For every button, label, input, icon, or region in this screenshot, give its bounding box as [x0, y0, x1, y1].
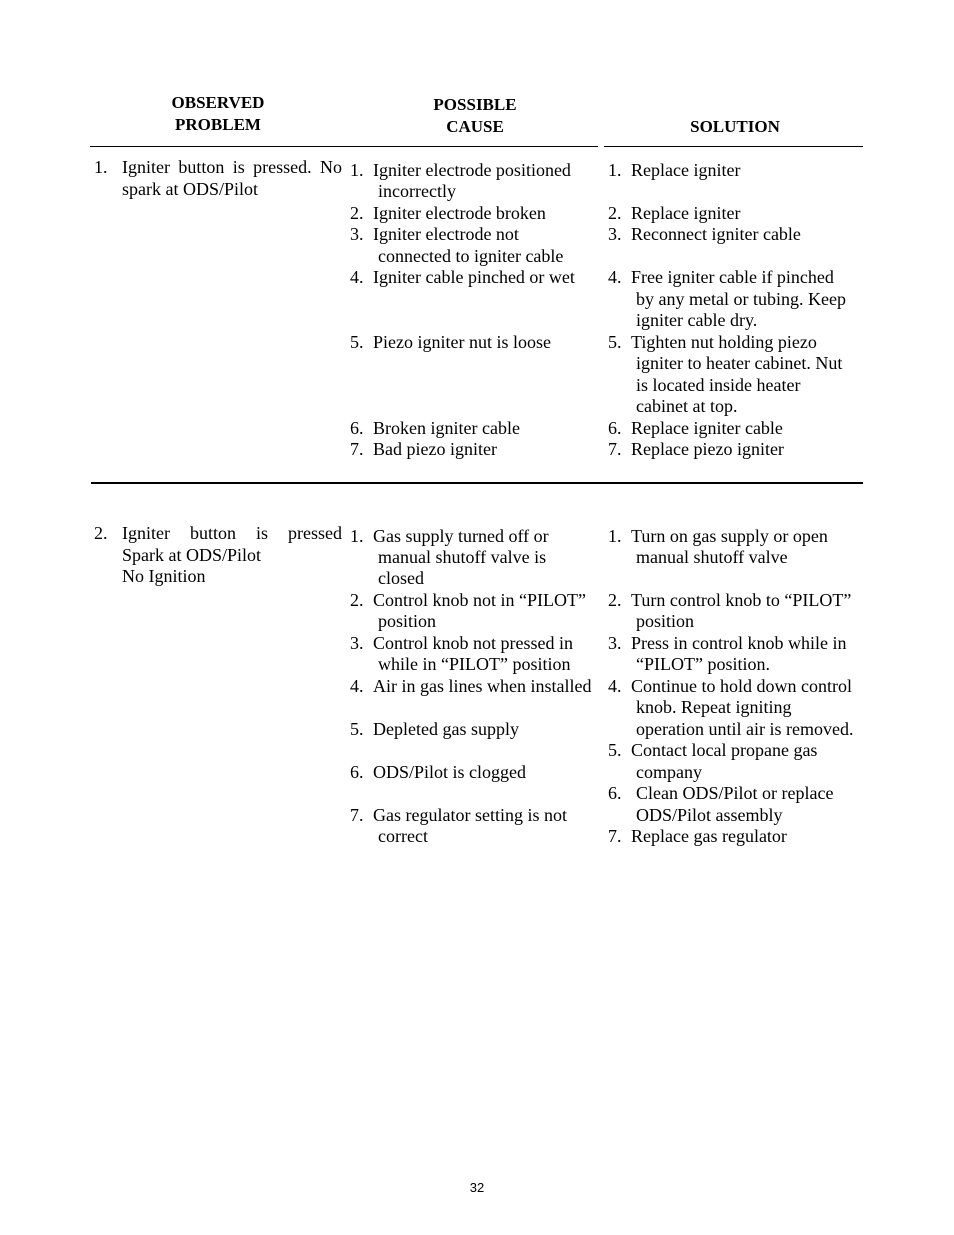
- solution-number: 2.: [608, 590, 622, 610]
- cause-number: 7.: [350, 805, 364, 825]
- solution-text-line: Replace igniter: [631, 160, 741, 180]
- cause-text-line: position: [378, 611, 437, 631]
- solution-number: 1.: [608, 526, 622, 546]
- cause-number: 5.: [350, 719, 364, 739]
- header-rule-right: [604, 146, 863, 147]
- cause-text-line: Control knob not in “PILOT”: [373, 590, 586, 610]
- cause-number: 1.: [350, 160, 364, 180]
- problem-number: 1.: [94, 157, 108, 177]
- solution-text-line: Press in control knob while in: [631, 633, 847, 653]
- cause-text-line: Piezo igniter nut is loose: [373, 332, 551, 352]
- cause-number: 2.: [350, 203, 364, 223]
- cause-number: 4.: [350, 267, 364, 287]
- solution-text-line: Clean ODS/Pilot or replace: [636, 783, 834, 803]
- cause-text-line: Depleted gas supply: [373, 719, 519, 739]
- solution-text-line: igniter cable dry.: [636, 310, 758, 330]
- solution-text-line: Replace piezo igniter: [631, 439, 784, 459]
- header-solution-line: SOLUTION: [690, 117, 780, 136]
- problem-text-line: No Ignition: [122, 566, 206, 586]
- solution-text-line: company: [636, 762, 702, 782]
- cause-text-line: ODS/Pilot is clogged: [373, 762, 527, 782]
- header-observed-problem: [140, 92, 296, 136]
- solution-number: 5.: [608, 332, 622, 352]
- header-possible-line1: POSSIBLE: [433, 95, 517, 114]
- solution-text-line: Reconnect igniter cable: [631, 224, 801, 244]
- problem-text-line: Igniter button is pressed. No: [122, 157, 342, 177]
- page-number: 32: [469, 1180, 485, 1195]
- solution-text-line: Replace gas regulator: [631, 826, 787, 846]
- header-observed-line2: PROBLEM: [175, 115, 261, 134]
- cause-text-line: Igniter cable pinched or wet: [373, 267, 575, 287]
- problem-text-line: Igniter button is pressed: [122, 523, 342, 543]
- cause-number: 6.: [350, 418, 364, 438]
- header-rule-left: [90, 146, 598, 147]
- solution-number: 3.: [608, 633, 622, 653]
- cause-text-line: Igniter electrode positioned: [373, 160, 571, 180]
- cause-number: 3.: [350, 633, 364, 653]
- solution-text-line: is located inside heater: [636, 375, 801, 395]
- cause-text-line: Igniter electrode broken: [373, 203, 546, 223]
- solution-text-line: Turn on gas supply or open: [631, 526, 828, 546]
- section-divider: [91, 482, 863, 484]
- cause-text-line: manual shutoff valve is: [378, 547, 547, 567]
- solution-number: 4.: [608, 267, 622, 287]
- cause-text-line: Control knob not pressed in: [373, 633, 573, 653]
- solution-number: 6.: [608, 783, 622, 803]
- cause-text-line: Bad piezo igniter: [373, 439, 497, 459]
- solution-text-line: position: [636, 611, 695, 631]
- header-observed-line1: OBSERVED: [171, 93, 265, 112]
- solution-text-line: cabinet at top.: [636, 396, 738, 416]
- solution-text-line: Contact local propane gas: [631, 740, 818, 760]
- cause-number: 4.: [350, 676, 364, 696]
- cause-text-line: Air in gas lines when installed: [373, 676, 592, 696]
- cause-number: 1.: [350, 526, 364, 546]
- cause-text-line: correct: [378, 826, 428, 846]
- solution-number: 5.: [608, 740, 622, 760]
- problem-text-line: Spark at ODS/Pilot: [122, 545, 262, 565]
- solution-text-line: Replace igniter: [631, 203, 741, 223]
- cause-text-line: while in “PILOT” position: [378, 654, 571, 674]
- cause-text-line: incorrectly: [378, 181, 456, 201]
- cause-number: 2.: [350, 590, 364, 610]
- cause-text-line: Gas supply turned off or: [373, 526, 549, 546]
- cause-number: 3.: [350, 224, 364, 244]
- solution-text-line: manual shutoff valve: [636, 547, 788, 567]
- solution-text-line: by any metal or tubing. Keep: [636, 289, 846, 309]
- header-possible-cause: [400, 94, 550, 138]
- cause-number: 7.: [350, 439, 364, 459]
- solution-text-line: ODS/Pilot assembly: [636, 805, 783, 825]
- header-solution: [660, 116, 810, 138]
- cause-text-line: Broken igniter cable: [373, 418, 520, 438]
- solution-text-line: operation until air is removed.: [636, 719, 854, 739]
- solution-text-line: Turn control knob to “PILOT”: [631, 590, 852, 610]
- solution-text-line: knob. Repeat igniting: [636, 697, 792, 717]
- cause-number: 5.: [350, 332, 364, 352]
- solution-number: 1.: [608, 160, 622, 180]
- header-possible-line2: CAUSE: [446, 117, 504, 136]
- solution-text-line: “PILOT” position.: [636, 654, 770, 674]
- solution-number: 7.: [608, 826, 622, 846]
- solution-text-line: Replace igniter cable: [631, 418, 783, 438]
- solution-text-line: Continue to hold down control: [631, 676, 852, 696]
- solution-number: 3.: [608, 224, 622, 244]
- solution-text-line: Tighten nut holding piezo: [631, 332, 817, 352]
- cause-text-line: closed: [378, 568, 424, 588]
- cause-text-line: Igniter electrode not: [373, 224, 519, 244]
- problem-number: 2.: [94, 523, 108, 543]
- solution-number: 4.: [608, 676, 622, 696]
- solution-text-line: Free igniter cable if pinched: [631, 267, 834, 287]
- cause-text-line: connected to igniter cable: [378, 246, 564, 266]
- problem-text-line: spark at ODS/Pilot: [122, 179, 259, 199]
- solution-number: 7.: [608, 439, 622, 459]
- solution-number: 6.: [608, 418, 622, 438]
- solution-text-line: igniter to heater cabinet. Nut: [636, 353, 843, 373]
- solution-number: 2.: [608, 203, 622, 223]
- cause-number: 6.: [350, 762, 364, 782]
- cause-text-line: Gas regulator setting is not: [373, 805, 567, 825]
